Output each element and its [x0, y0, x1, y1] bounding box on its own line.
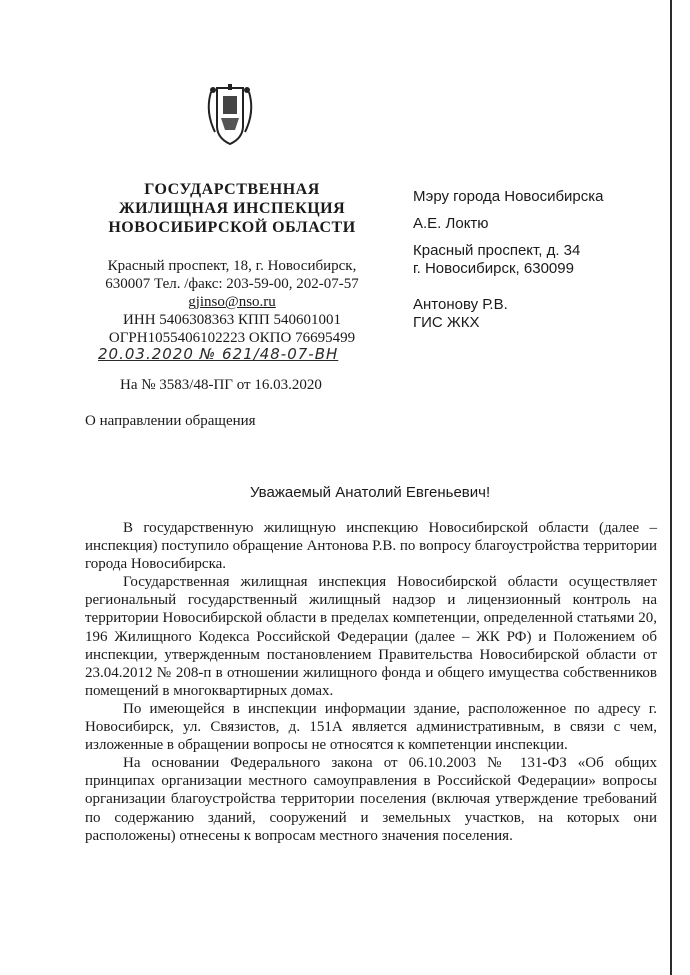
- sender-inn-kpp: ИНН 5406308363 КПП 540601001: [123, 312, 341, 328]
- body-paragraph: Государственная жилищная инспекция Новосибирской области осуществляет региональный государственный жилищный надзор и лицензионный контроль на территории Новосибирской области в пределах компетенции, определенной статьями 20, 196 Жилищного Кодекса Российской Федерации (далее – ЖК РФ) и Положением об инспекции, утвержденным постановлением Правительства Новосибирской области от 23.04.2012 № 208-п в отношении жилищного фонда и общего имущества собственников помещений в многоквартирных домах.: [85, 574, 657, 699]
- coat-of-arms-icon: [201, 82, 259, 146]
- letter-body: [85, 519, 657, 845]
- sender-address-line: Красный проспект, 18, г. Новосибирск,: [107, 258, 357, 274]
- recipient-title: Мэру города Новосибирска: [413, 188, 604, 205]
- sender-email-link[interactable]: gjinso@nso.ru: [188, 294, 276, 310]
- scan-edge-line: [670, 0, 672, 975]
- sender-phone-line: 630007 Тел. /факс: 203-59-00, 202-07-57: [105, 276, 359, 292]
- reference-number: На № 3583/48-ПГ от 16.03.2020: [120, 377, 322, 393]
- sender-block: [72, 180, 392, 347]
- letter-subject: О направлении обращения: [85, 413, 256, 429]
- greeting: Уважаемый Анатолий Евгеньевич!: [250, 484, 491, 501]
- recipient-name: А.Е. Локтю: [413, 215, 489, 232]
- sender-address: [72, 257, 392, 347]
- sender-ogrn-okpo: ОГРН1055406102223 ОКПО 76695499: [108, 330, 356, 346]
- recipient-block: [413, 188, 604, 332]
- body-paragraph: На основании Федерального закона от 06.10.2003 № 131-ФЗ «Об общих принципах организации местного самоуправления в Российской Федерации» вопросы организации благоустройства территории поселения (включая утверждение требований по содержанию зданий, сооружений и земельных участков, на которых они расположены) отнесены к вопросам местного значения поселения.: [85, 755, 657, 844]
- copy-recipient-system: ГИС ЖКХ: [413, 314, 480, 331]
- copy-recipient-name: Антонову Р.В.: [413, 296, 508, 313]
- recipient-address-city: г. Новосибирск, 630099: [413, 260, 574, 277]
- handwritten-date-number: 20.03.2020 № 621/48-07-ВН: [98, 345, 339, 363]
- org-name-line: ГОСУДАРСТВЕННАЯ: [144, 181, 320, 198]
- org-name-line: НОВОСИБИРСКОЙ ОБЛАСТИ: [108, 219, 356, 236]
- handwritten-outgoing-number: [98, 345, 338, 363]
- body-paragraph: В государственную жилищную инспекцию Новосибирской области (далее – инспекция) поступило обращение Антонова Р.В. по вопросу благоустройства территории города Новосибирска.: [85, 520, 657, 573]
- org-name-line: ЖИЛИЩНАЯ ИНСПЕКЦИЯ: [118, 200, 346, 217]
- body-paragraph: По имеющейся в инспекции информации здание, расположенное по адресу г. Новосибирск, ул. Связистов, д. 151А является административным, в связи с чем, изложенные в обращении вопросы не относятся к компетенции инспекции.: [85, 700, 657, 754]
- recipient-address-street: Красный проспект, д. 34: [413, 242, 581, 259]
